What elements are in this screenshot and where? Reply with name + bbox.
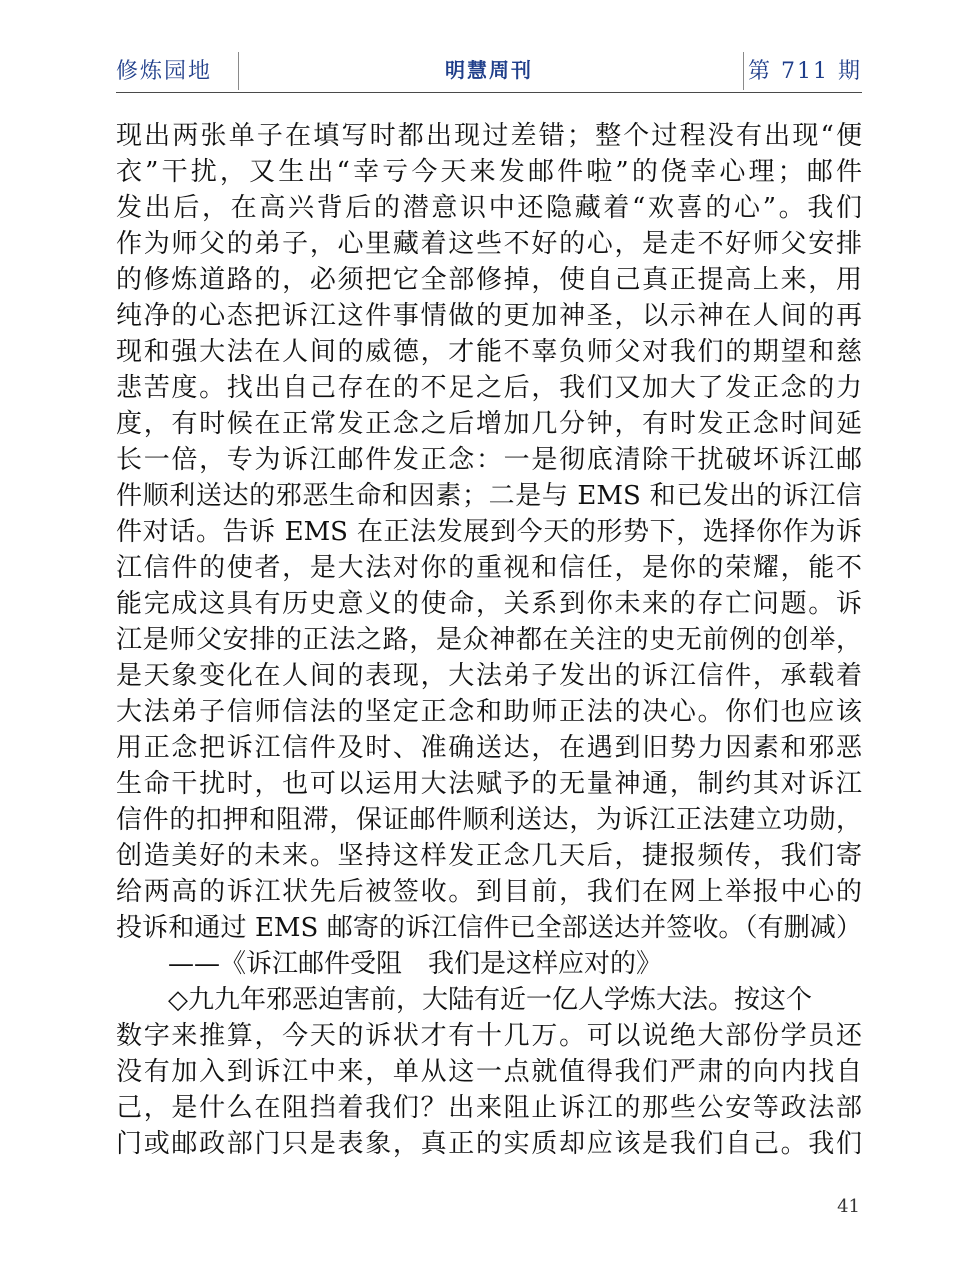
section-title: 修炼园地	[116, 59, 213, 84]
text-line: 现出两张单子在填写时都出现过差错；整个过程没有出现“便	[116, 121, 862, 151]
article-source: ——《诉江邮件受阻 我们是这样应对的》	[168, 949, 663, 979]
text-line: 生命干扰时，也可以运用大法赋予的无量神通，制约其对诉江	[116, 769, 862, 799]
page-header	[116, 50, 862, 93]
text-line: 己，是什么在阻挡着我们？出来阻止诉江的那些公安等政法部	[116, 1093, 862, 1123]
text-line: 江是师父安排的正法之路，是众神都在关注的史无前例的创举，	[116, 625, 862, 655]
text-line: 没有加入到诉江中来，单从这一点就值得我们严肃的向内找自	[116, 1057, 862, 1087]
text-line: 门或邮政部门只是表象，真正的实质却应该是我们自己。我们	[116, 1129, 862, 1159]
text-line: 发出后，在高兴背后的潜意识中还隐藏着“欢喜的心”。我们	[116, 193, 862, 223]
issue-number: 第 711 期	[748, 59, 862, 84]
text-line: 是天象变化在人间的表现，大法弟子发出的诉江信件，承载着	[116, 661, 862, 691]
text-line: 大法弟子信师信法的坚定正念和助师正法的决心。你们也应该	[116, 697, 862, 727]
text-line: 投诉和通过 EMS 邮寄的诉江信件已全部送达并签收。（有删减）	[116, 913, 862, 943]
paragraph-start: ◇九九年邪恶迫害前，大陆有近一亿人学炼大法。按这个	[168, 985, 812, 1015]
text-line: 件对话。告诉 EMS 在正法发展到今天的形势下，选择你作为诉	[116, 517, 862, 547]
publication-title: 明慧周刊	[445, 58, 533, 82]
page-number: 41	[837, 1196, 860, 1217]
text-line: 信件的扣押和阻滞，保证邮件顺利送达，为诉江正法建立功勋，	[116, 805, 862, 835]
text-line: 数字来推算，今天的诉状才有十几万。可以说绝大部份学员还	[116, 1021, 862, 1051]
text-line: 悲苦度。找出自己存在的不足之后，我们又加大了发正念的力	[116, 373, 862, 403]
text-line: 创造美好的未来。坚持这样发正念几天后，捷报频传，我们寄	[116, 841, 862, 871]
text-line: 能完成这具有历史意义的使命，关系到你未来的存亡问题。诉	[116, 589, 862, 619]
text-line: 长一倍，专为诉江邮件发正念：一是彻底清除干扰破坏诉江邮	[116, 445, 862, 475]
text-line: 作为师父的弟子，心里藏着这些不好的心，是走不好师父安排	[116, 229, 862, 259]
text-line: 度，有时候在正常发正念之后增加几分钟，有时发正念时间延	[116, 409, 862, 439]
text-line: 的修炼道路的，必须把它全部修掉，使自己真正提高上来，用	[116, 265, 862, 295]
text-line: 现和强大法在人间的威德，才能不辜负师父对我们的期望和慈	[116, 337, 862, 367]
text-line: 江信件的使者，是大法对你的重视和信任，是你的荣耀，能不	[116, 553, 862, 583]
text-line: 给两高的诉江状先后被签收。到目前，我们在网上举报中心的	[116, 877, 862, 907]
text-line: 纯净的心态把诉江这件事情做的更加神圣，以示神在人间的再	[116, 301, 862, 331]
text-line: 件顺利送达的邪恶生命和因素；二是与 EMS 和已发出的诉江信	[116, 481, 862, 511]
text-line: 衣”干扰，又生出“幸亏今天来发邮件啦”的侥幸心理；邮件	[116, 157, 862, 187]
article-body	[116, 118, 862, 1162]
text-line: 用正念把诉江信件及时、准确送达，在遇到旧势力因素和邪恶	[116, 733, 862, 763]
header-divider-right	[743, 52, 744, 90]
